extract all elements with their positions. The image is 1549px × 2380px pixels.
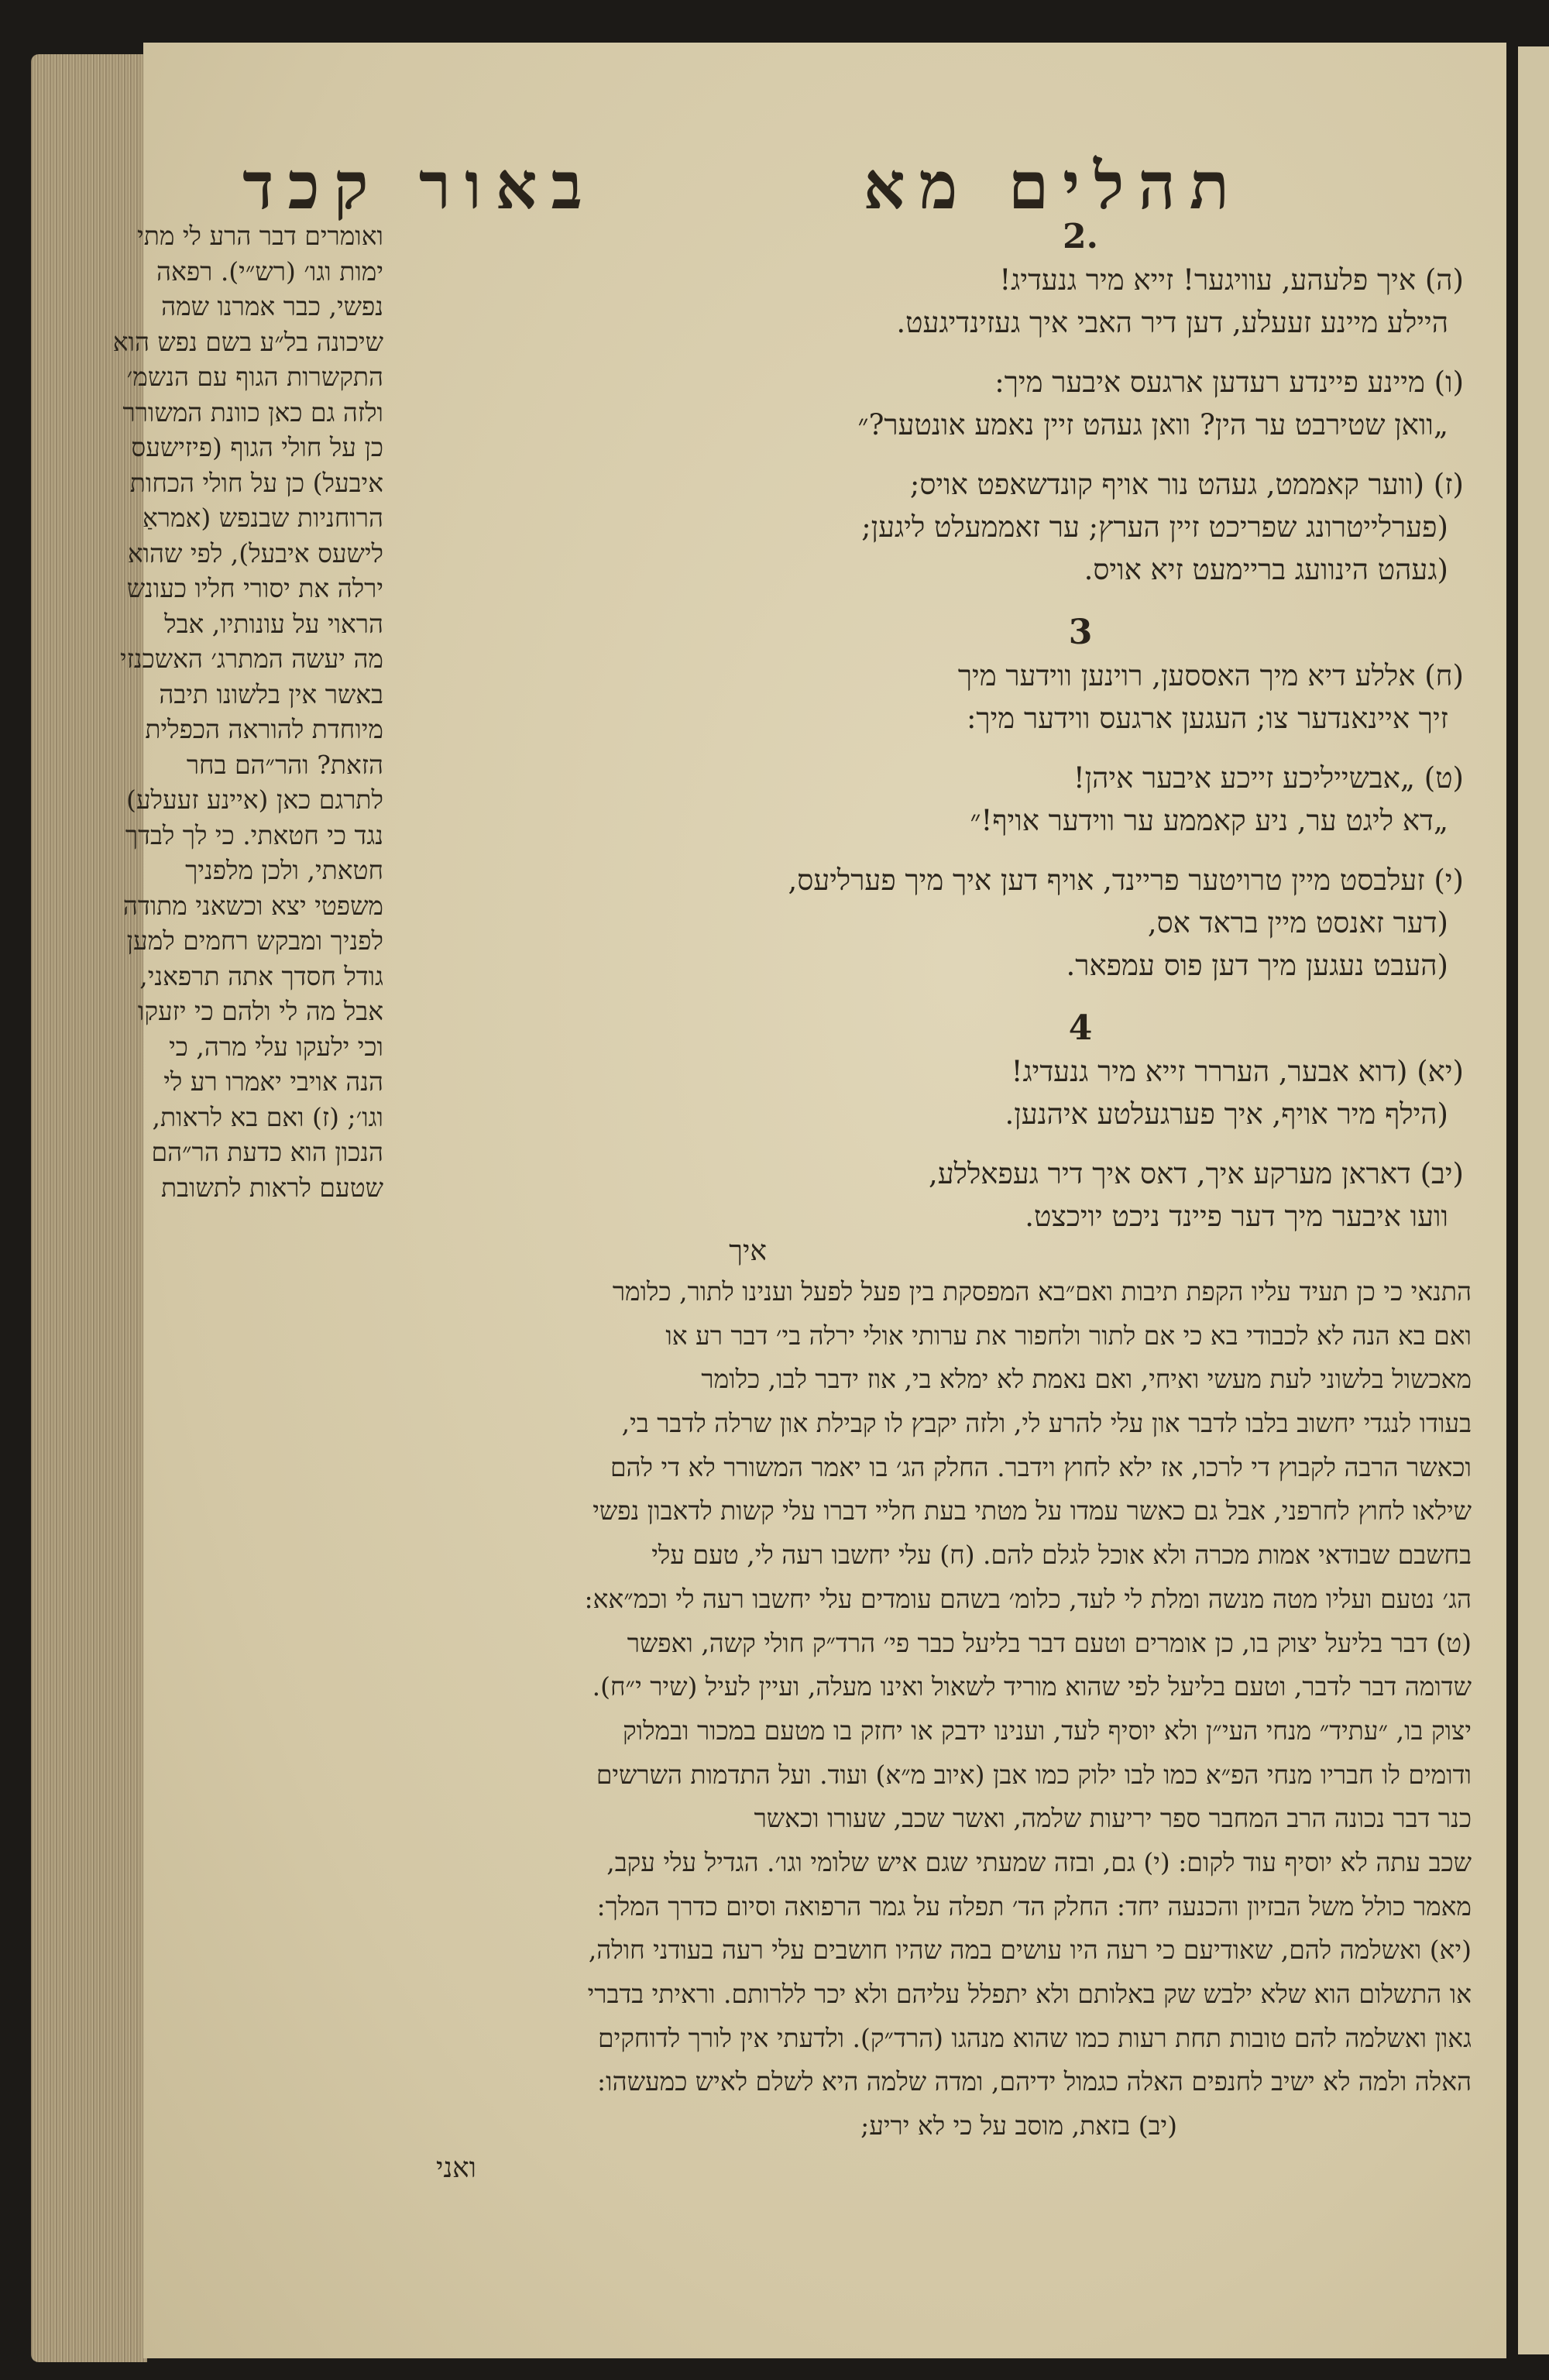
- verse-line: (ה) איך פלעהע, עוויגער! זייא מיר גנעדיג!: [999, 263, 1464, 297]
- bottom-commentary-line: גאון ואשלמה להם טובות תחת רעות כמו שהוא מנהגו (הרד״ק). ולדעתי אין לורך לדוחקים: [598, 2022, 1472, 2053]
- verse-line: (ז) (ווער קאממט, געהט נור אויף קונדשאפט אויס;: [909, 468, 1464, 501]
- commentary-line: אבל מה לי ולהם כי יזעקו: [137, 996, 383, 1026]
- commentary-column: [39, 218, 383, 1205]
- catchword-mid: איך: [729, 1235, 767, 1267]
- verse-line: (ו) מיינע פיינדע רעדען ארגעס איבער מיך:: [994, 366, 1464, 399]
- verse-line: זיך איינאנדער צו; העגען ארגעס ווידער מיך:: [966, 702, 1448, 735]
- commentary-line: ואומרים דבר הרע לי מתי: [137, 221, 383, 251]
- verse-line: (פערלייטרונג שפריכט זיין הערץ; ער זאממעלט ליגען;: [861, 510, 1448, 544]
- bottom-commentary-line: שדומה דבר לדבר, וטעם בליעל לפי שהוא מוריד לשאול ואינו מעלה, ועיין לעיל (שיר י״ח).: [592, 1671, 1472, 1702]
- verse-line: וועו איבער מיך דער פיינד ניכט יויכצט.: [1025, 1200, 1448, 1233]
- commentary-line: ימות וגו׳ (רש״י). רפאה: [156, 256, 383, 287]
- bottom-commentary-line: בעודו לנגדי יחשוב בלבו לדבר און עלי להרע לי, ולזה יקבץ לו קבילת און שרלה לדבר בי,: [621, 1408, 1472, 1439]
- commentary-line: הנכון הוא כדעת הר״הם: [151, 1137, 383, 1167]
- commentary-line: נגד כי חטאתי. כי לך לבדך: [125, 819, 383, 850]
- commentary-line: ירלה את יסורי חליו כעונש: [126, 573, 383, 603]
- bottom-commentary-line: (יא) ואשלמה להם, שאודיעם כי רעה היו עושים במה שהיו חושבים עלי רעה בעודני חולה,: [588, 1935, 1472, 1966]
- verse-line: (יא) (דוא אבער, העררר זייא מיר גנעדיג!: [1011, 1055, 1464, 1088]
- bottom-commentary-line: האלה ולמה לא ישיב לחנפים האלה כגמול ידיהם, ומדה שלמה היא לשלם לאיש כמעשהו:: [597, 2066, 1472, 2097]
- commentary-line: וגו׳; (ז) ואם בא לראות,: [152, 1101, 383, 1132]
- verse-line: (י) זעלבסט מיין טרויטער פריינד, אויף דען איך מיך פערליעס,: [788, 864, 1464, 897]
- commentary-line: הראוי על עונותיו, אבל: [164, 608, 383, 639]
- section-number: 3: [1068, 613, 1093, 652]
- bottom-commentary-line: שכב עתה לא יוסיף עוד לקום: (י) גם, ובזה שמעתי שגם איש שלומי וגו׳. הגדיל עלי עקב,: [606, 1846, 1472, 1877]
- facing-page-edge: [1518, 46, 1549, 2354]
- page-number-header: באור קכד: [242, 147, 596, 224]
- commentary-line: גודל חסדך אתה תרפאני,: [139, 960, 383, 991]
- bottom-commentary-line: ודומים לו חבריו מנחי הפ״א כמו לבו ילוק כמו אבן (איוב מ״א) ועוד. ועל התדמות השרשים: [596, 1759, 1472, 1790]
- verse-line: (הילף מיר אויף, איך פערגעלטע איהנען.: [1005, 1097, 1448, 1131]
- bottom-commentary-line: הג׳ נטעם ועליו מטה מנשה ומלת לי לעד, כלומ׳ בשהם עומדים עלי יחשבו רעה לי וכמ״אא:: [584, 1583, 1472, 1614]
- commentary-line: נפשי, כבר אמרנו שמה: [161, 291, 383, 321]
- bottom-commentary-line: מאכשול בלשוני לעת מעשי ואיחי, ואם נאמת לא ימלא בי, אוז ידבר לבו, כלומר: [701, 1364, 1472, 1395]
- verse-line: (דער זאנסט מיין בראד אס,: [1147, 906, 1448, 939]
- commentary-line: שיכונה בל״ע בשם נפש הוא: [112, 326, 383, 357]
- commentary-line: הרוחניות שבנפש (אמראַ: [142, 503, 383, 533]
- commentary-line: באשר אין בלשונו תיבה: [159, 678, 383, 709]
- verse-line: היילע מיינע זעעלע, דען דיר האבי איך געזינדיגעט.: [896, 306, 1448, 339]
- verse-line: (געהט הינוועג בריימעט זיא אויס.: [1084, 553, 1448, 586]
- commentary-line: התקשרות הגוף עם הנשמ׳: [126, 362, 383, 392]
- commentary-line: איבעל) כן על חולי הכחות: [129, 467, 383, 498]
- bottom-commentary-line: שילאו לחוץ לחרפני, אבל גם כאשר עמדו על מטתי בעת חליי דברו עלי קשות לדאבון נפשי: [592, 1496, 1472, 1527]
- commentary-line: ולזה גם כאן כוונת המשורר: [122, 397, 383, 428]
- bottom-commentary-line: יצוק בו, ״עתיד״ מנחי העי״ן ולא יוסיף לעד, וענינו ידבק או יחזק בו מטעם במכור ובמלוק: [623, 1715, 1472, 1746]
- commentary-line: מה יעשה המתרג׳ האשכנזי: [120, 644, 383, 674]
- bottom-commentary-line: וכאשר הרבה לקבוץ די לרכו, אז ילא לחוץ וידבר. החלק הג׳ בו יאמר המשורר לא די להם: [610, 1451, 1472, 1482]
- bottom-commentary-line: כנר דבר נכונה הרב המחבר ספר יריעות שלמה, ואשר שכב, שעורו וכאשר: [754, 1803, 1472, 1834]
- commentary-line: מיוחדת להוראה הכפלית: [145, 714, 383, 744]
- verse-line: (העבט נעגען מיך דען פוס עמפאר.: [1066, 949, 1448, 982]
- bottom-commentary-line: (יב) בזאת, מוסב על כי לא יריע;: [860, 2110, 1177, 2141]
- bottom-commentary-line: בחשבם שבודאי אמות מכרה ולא אוכל לגלם להם. (ח) עלי יחשבו רעה לי, טעם עלי: [651, 1540, 1472, 1571]
- commentary-line: הזאת? והר״הם בחר: [186, 749, 383, 780]
- commentary-line: שטעם לראות לתשובת: [161, 1172, 383, 1203]
- verse-line: (יב) דאראן מערקע איך, דאס איך דיר געפאללע,: [928, 1157, 1464, 1190]
- catchword-bottom: ואני: [436, 2152, 476, 2184]
- bottom-commentary-line: או התשלום הוא שלא ילבש שק באלותם ולא יתפלל עליהם ולא יכר ללרותם. וראיתי בדברי: [587, 1979, 1472, 2009]
- bottom-commentary: [302, 1270, 1472, 2148]
- verse-line: (ח) אללע דיא מיך האססען, רוינען ווידער מיך: [957, 659, 1464, 692]
- commentary-line: חטאתי, ולכן מלפניך: [185, 855, 383, 885]
- section-number: 4: [1068, 1008, 1093, 1048]
- bottom-commentary-line: (ט) דבר בליעל יצוק בו, כן אומרים וטעם דבר בליעל כבר פי׳ הרד״ק חולי קשה, ואפשר: [627, 1627, 1472, 1658]
- commentary-line: לישעס איבעל), לפי שהוא: [127, 537, 383, 568]
- verse-line: „וואן שטירבט ער הין? וואן געהט זיין נאמע אונטער?״: [857, 408, 1448, 441]
- bottom-commentary-line: ואם בא הנה לא לכבודי בא כי אם לתור ולחפור את ערותי אולי ירלה בי׳ דבר רע או: [665, 1320, 1472, 1351]
- section-number: 2.: [1063, 217, 1098, 256]
- verse-line: „דא ליגט ער, ניע קאממע ער ווידער אויף!״: [970, 804, 1448, 837]
- commentary-line: משפטי יצא וכשאני מתודה: [122, 890, 383, 921]
- running-title: תהלים מא: [863, 147, 1243, 224]
- commentary-line: הנה אויבי יאמרו רע לי: [163, 1066, 383, 1097]
- verse-line: (ט) „אבשייליכע זייכע איבער איהן!: [1073, 761, 1464, 795]
- commentary-line: וכי ילעקו עלי מרה, כי: [169, 1031, 383, 1062]
- verse-column: [682, 217, 1479, 1278]
- commentary-line: כן על חולי הגוף (פיזישעס: [131, 432, 383, 462]
- commentary-line: לפניך ומבקש רחמים למען: [126, 926, 383, 956]
- commentary-line: לתרגם כאן (איינע זעעלע): [126, 785, 383, 815]
- bottom-commentary-line: מאמר כולל משל הבזיון והכנעה יחד: החלק הד׳ תפלה על גמר הרפואה וסיום כדרך המלך:: [596, 1891, 1472, 1922]
- bottom-commentary-line: התנאי כי כן תעיד עליו הקפת תיבות ואם״בא המפסקת בין פעל לפעל וענינו לתור, כלומר: [612, 1276, 1472, 1307]
